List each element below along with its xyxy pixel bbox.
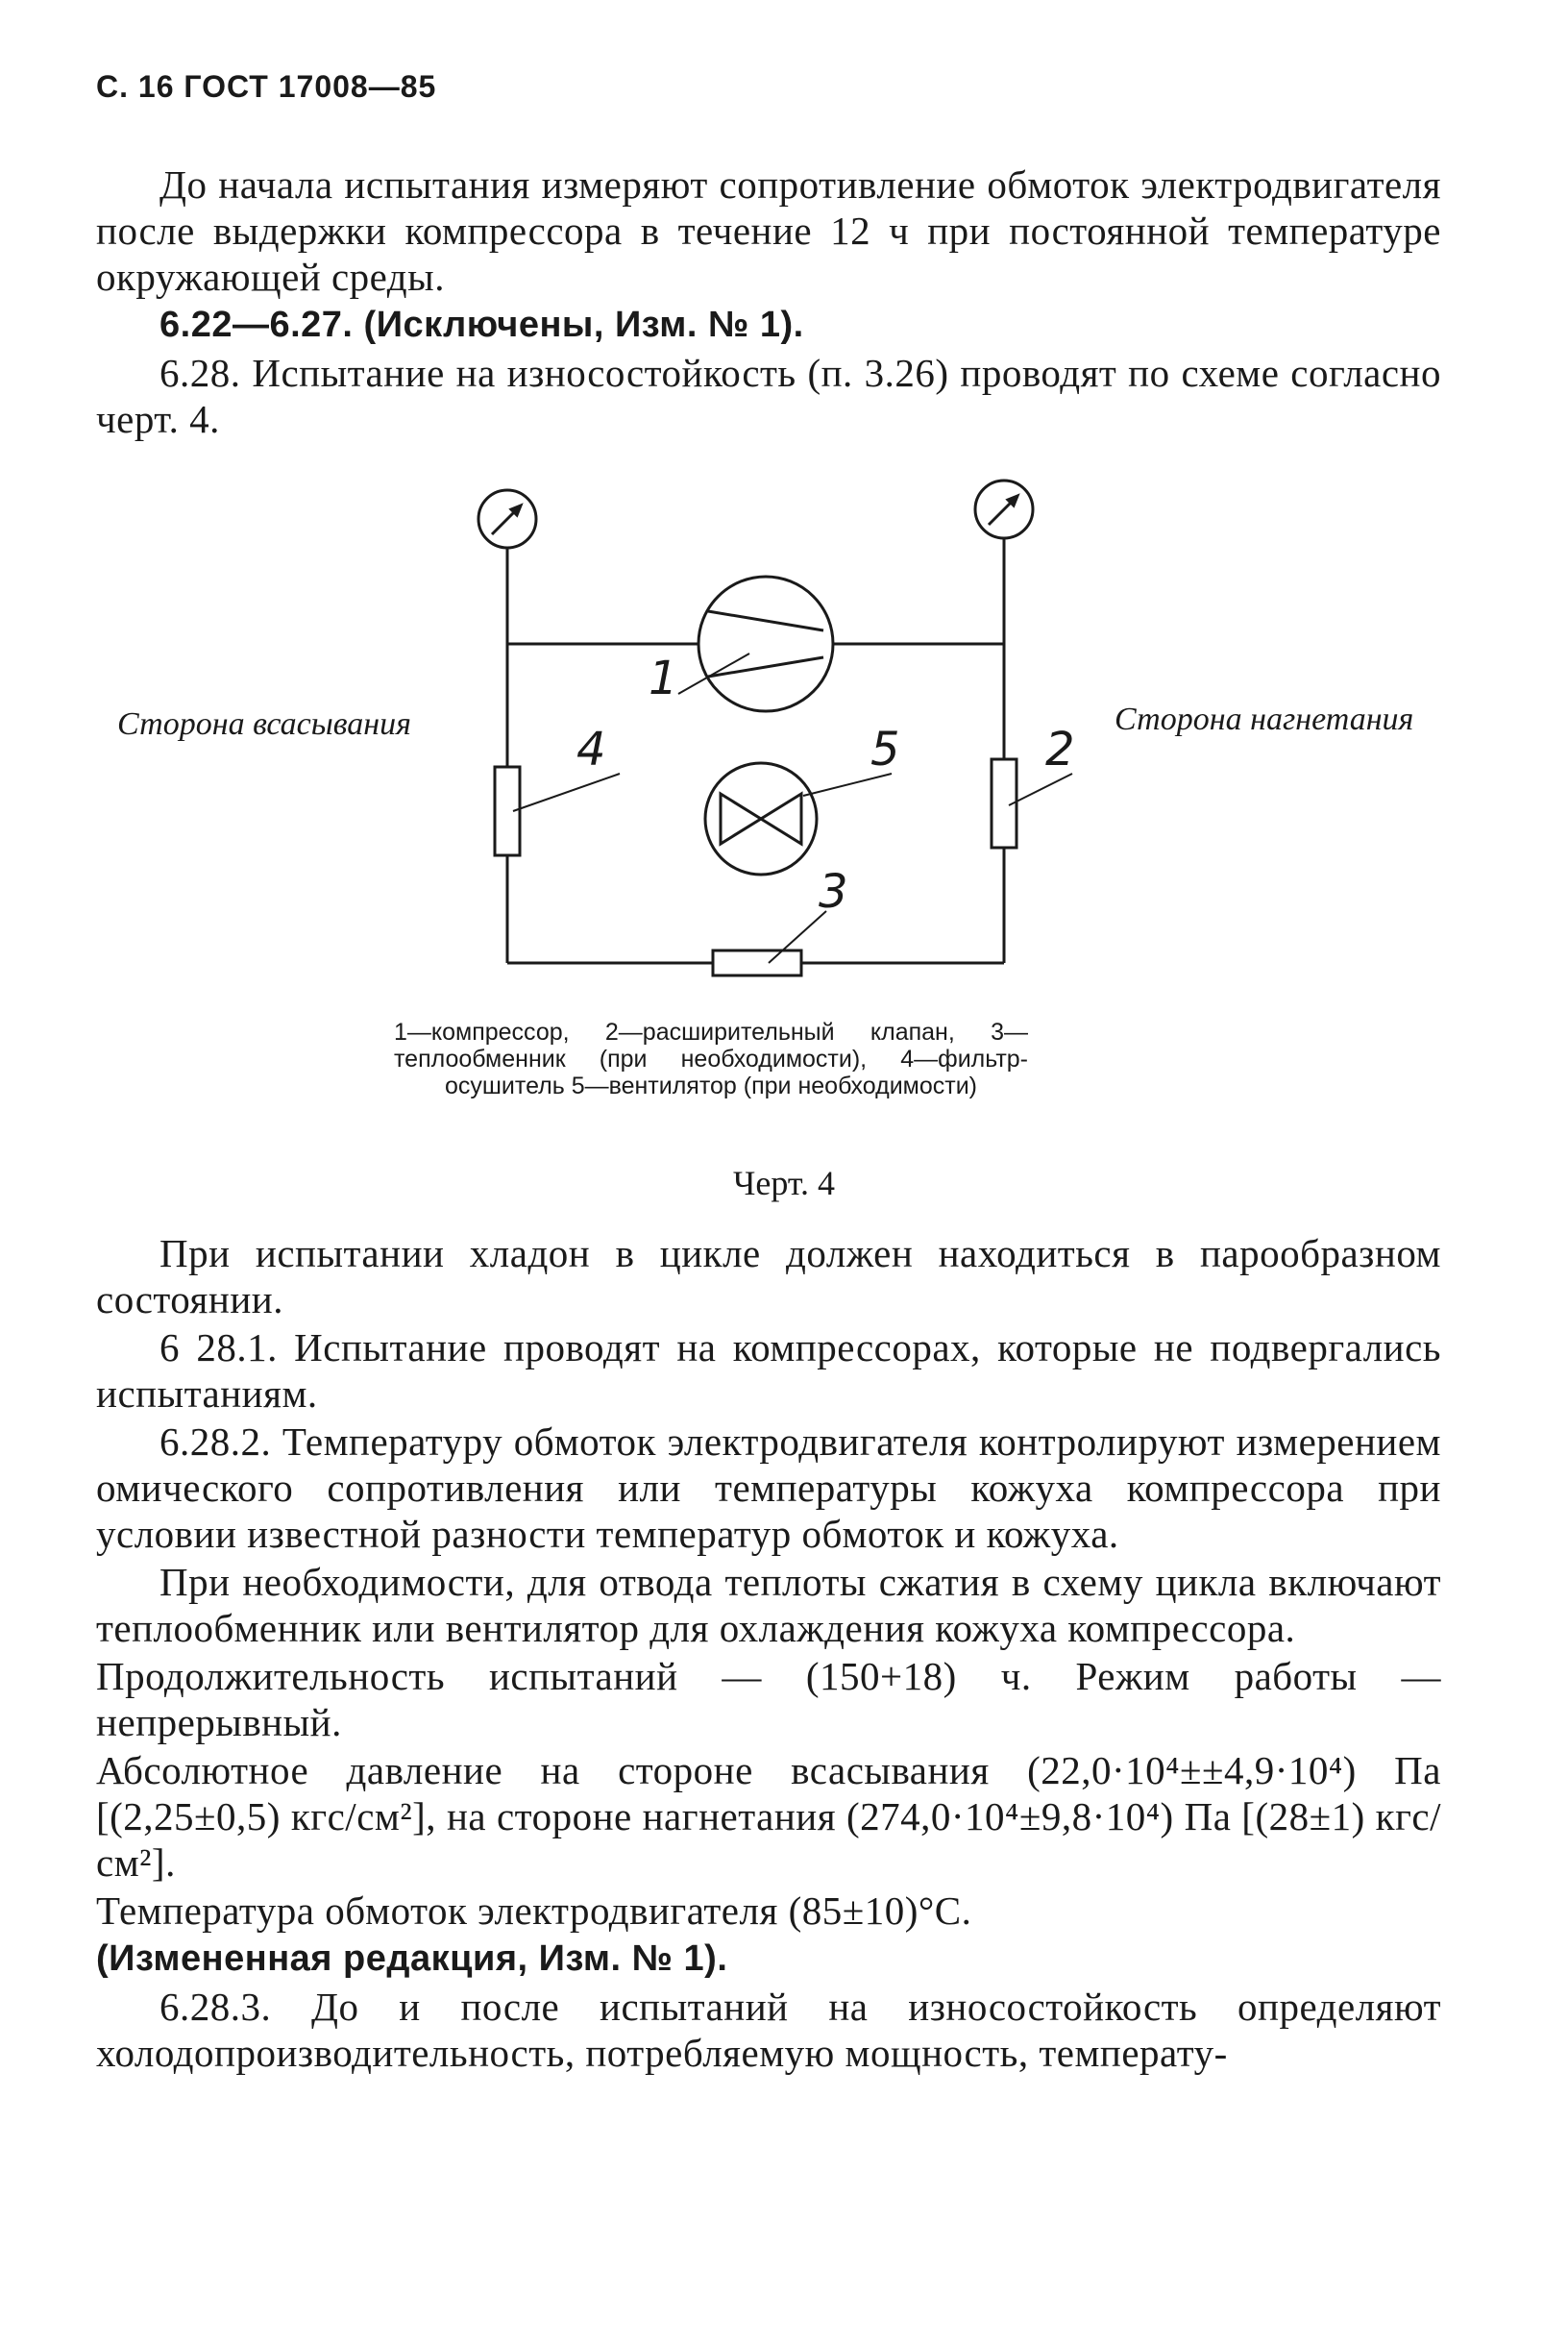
paragraph-amended: (Измененная редакция, Изм. № 1). xyxy=(96,1938,728,1979)
paragraph-wear-test: 6.28. Испытание на износостойкость (п. 3.26) проводят по схеме согласно черт. 4. xyxy=(96,351,1441,441)
paragraph-winding-resistance: До начала испытания измеряют сопротивление обмоток электродвигателя после выдержки компрессора в течение 12 ч при постоянной температуре окружающей среды. xyxy=(96,162,1441,299)
heat-exchanger-icon xyxy=(713,950,801,975)
paragraph-refrigerant-state: При испытании хладон в цикле должен находиться в парообразном состоянии. xyxy=(96,1231,1441,1321)
label-number-2: 2 xyxy=(1045,723,1075,777)
label-number-1: 1 xyxy=(649,652,678,705)
leader-line-2 xyxy=(1009,774,1072,805)
suction-side-label: Сторона всасывания xyxy=(117,706,411,742)
page-header: С. 16 ГОСТ 17008—85 xyxy=(96,69,437,104)
paragraph-cooling: При необходимости, для отвода теплоты сжатия в схему цикла включают теплообменник или вентилятор для охлаждения кожуха компрессора. xyxy=(96,1560,1441,1650)
paragraph-duration: Продолжительность испытаний — (150+18) ч. Режим работы — непрерывный. xyxy=(96,1654,1441,1744)
discharge-side-label: Сторона нагнетания xyxy=(1115,702,1414,737)
text-section-2 xyxy=(96,1230,1441,2078)
compressor-icon xyxy=(698,577,833,711)
paragraph-pressure: Абсолютное давление на стороне всасывания (22,0·10⁴±±4,9·10⁴) Па [(2,25±0,5) кгс/см²], на стороне нагнетания (274,0·10⁴±9,8·10⁴) Па [(28±1) кгс/см²]. xyxy=(96,1748,1441,1885)
leader-line-4 xyxy=(513,774,620,811)
filter-drier-icon xyxy=(495,767,520,855)
figure-caption: 1—компрессор, 2—расширительный клапан, 3—теплообменник (при необходимости), 4—фильтр-осушитель 5—вентилятор (при необходимости) xyxy=(394,1019,1028,1099)
left-pressure-gauge-icon xyxy=(478,490,536,644)
leader-line-3 xyxy=(769,911,826,963)
paragraph-excluded: 6.22—6.27. (Исключены, Изм. № 1). xyxy=(159,305,804,345)
paragraph-6-28-3: 6.28.3. До и после испытаний на износостойкость определяют холодопроизводительность, потребляемую мощность, температу- xyxy=(96,1985,1441,2075)
label-number-5: 5 xyxy=(870,723,900,777)
fan-icon xyxy=(705,763,817,875)
test-circuit-figure xyxy=(96,442,1441,1038)
text-section-1 xyxy=(96,161,1441,444)
label-number-3: 3 xyxy=(819,865,848,919)
paragraph-6-28-2: 6.28.2. Температуру обмоток электродвигателя контролируют измерением омического сопротивления или температуры кожуха компрессора при условии известной разности температур обмоток и кожуха. xyxy=(96,1419,1441,1556)
right-pressure-gauge-icon xyxy=(975,481,1033,644)
figure-title: Черт. 4 xyxy=(733,1164,835,1202)
paragraph-6-28-1: 6 28.1. Испытание проводят на компрессорах, которые не подвергались испытаниям. xyxy=(96,1325,1441,1416)
leader-line-5 xyxy=(803,774,892,796)
paragraph-temperature: Температура обмоток электродвигателя (85±10)°С. xyxy=(96,1888,972,1933)
label-number-4: 4 xyxy=(576,723,606,777)
